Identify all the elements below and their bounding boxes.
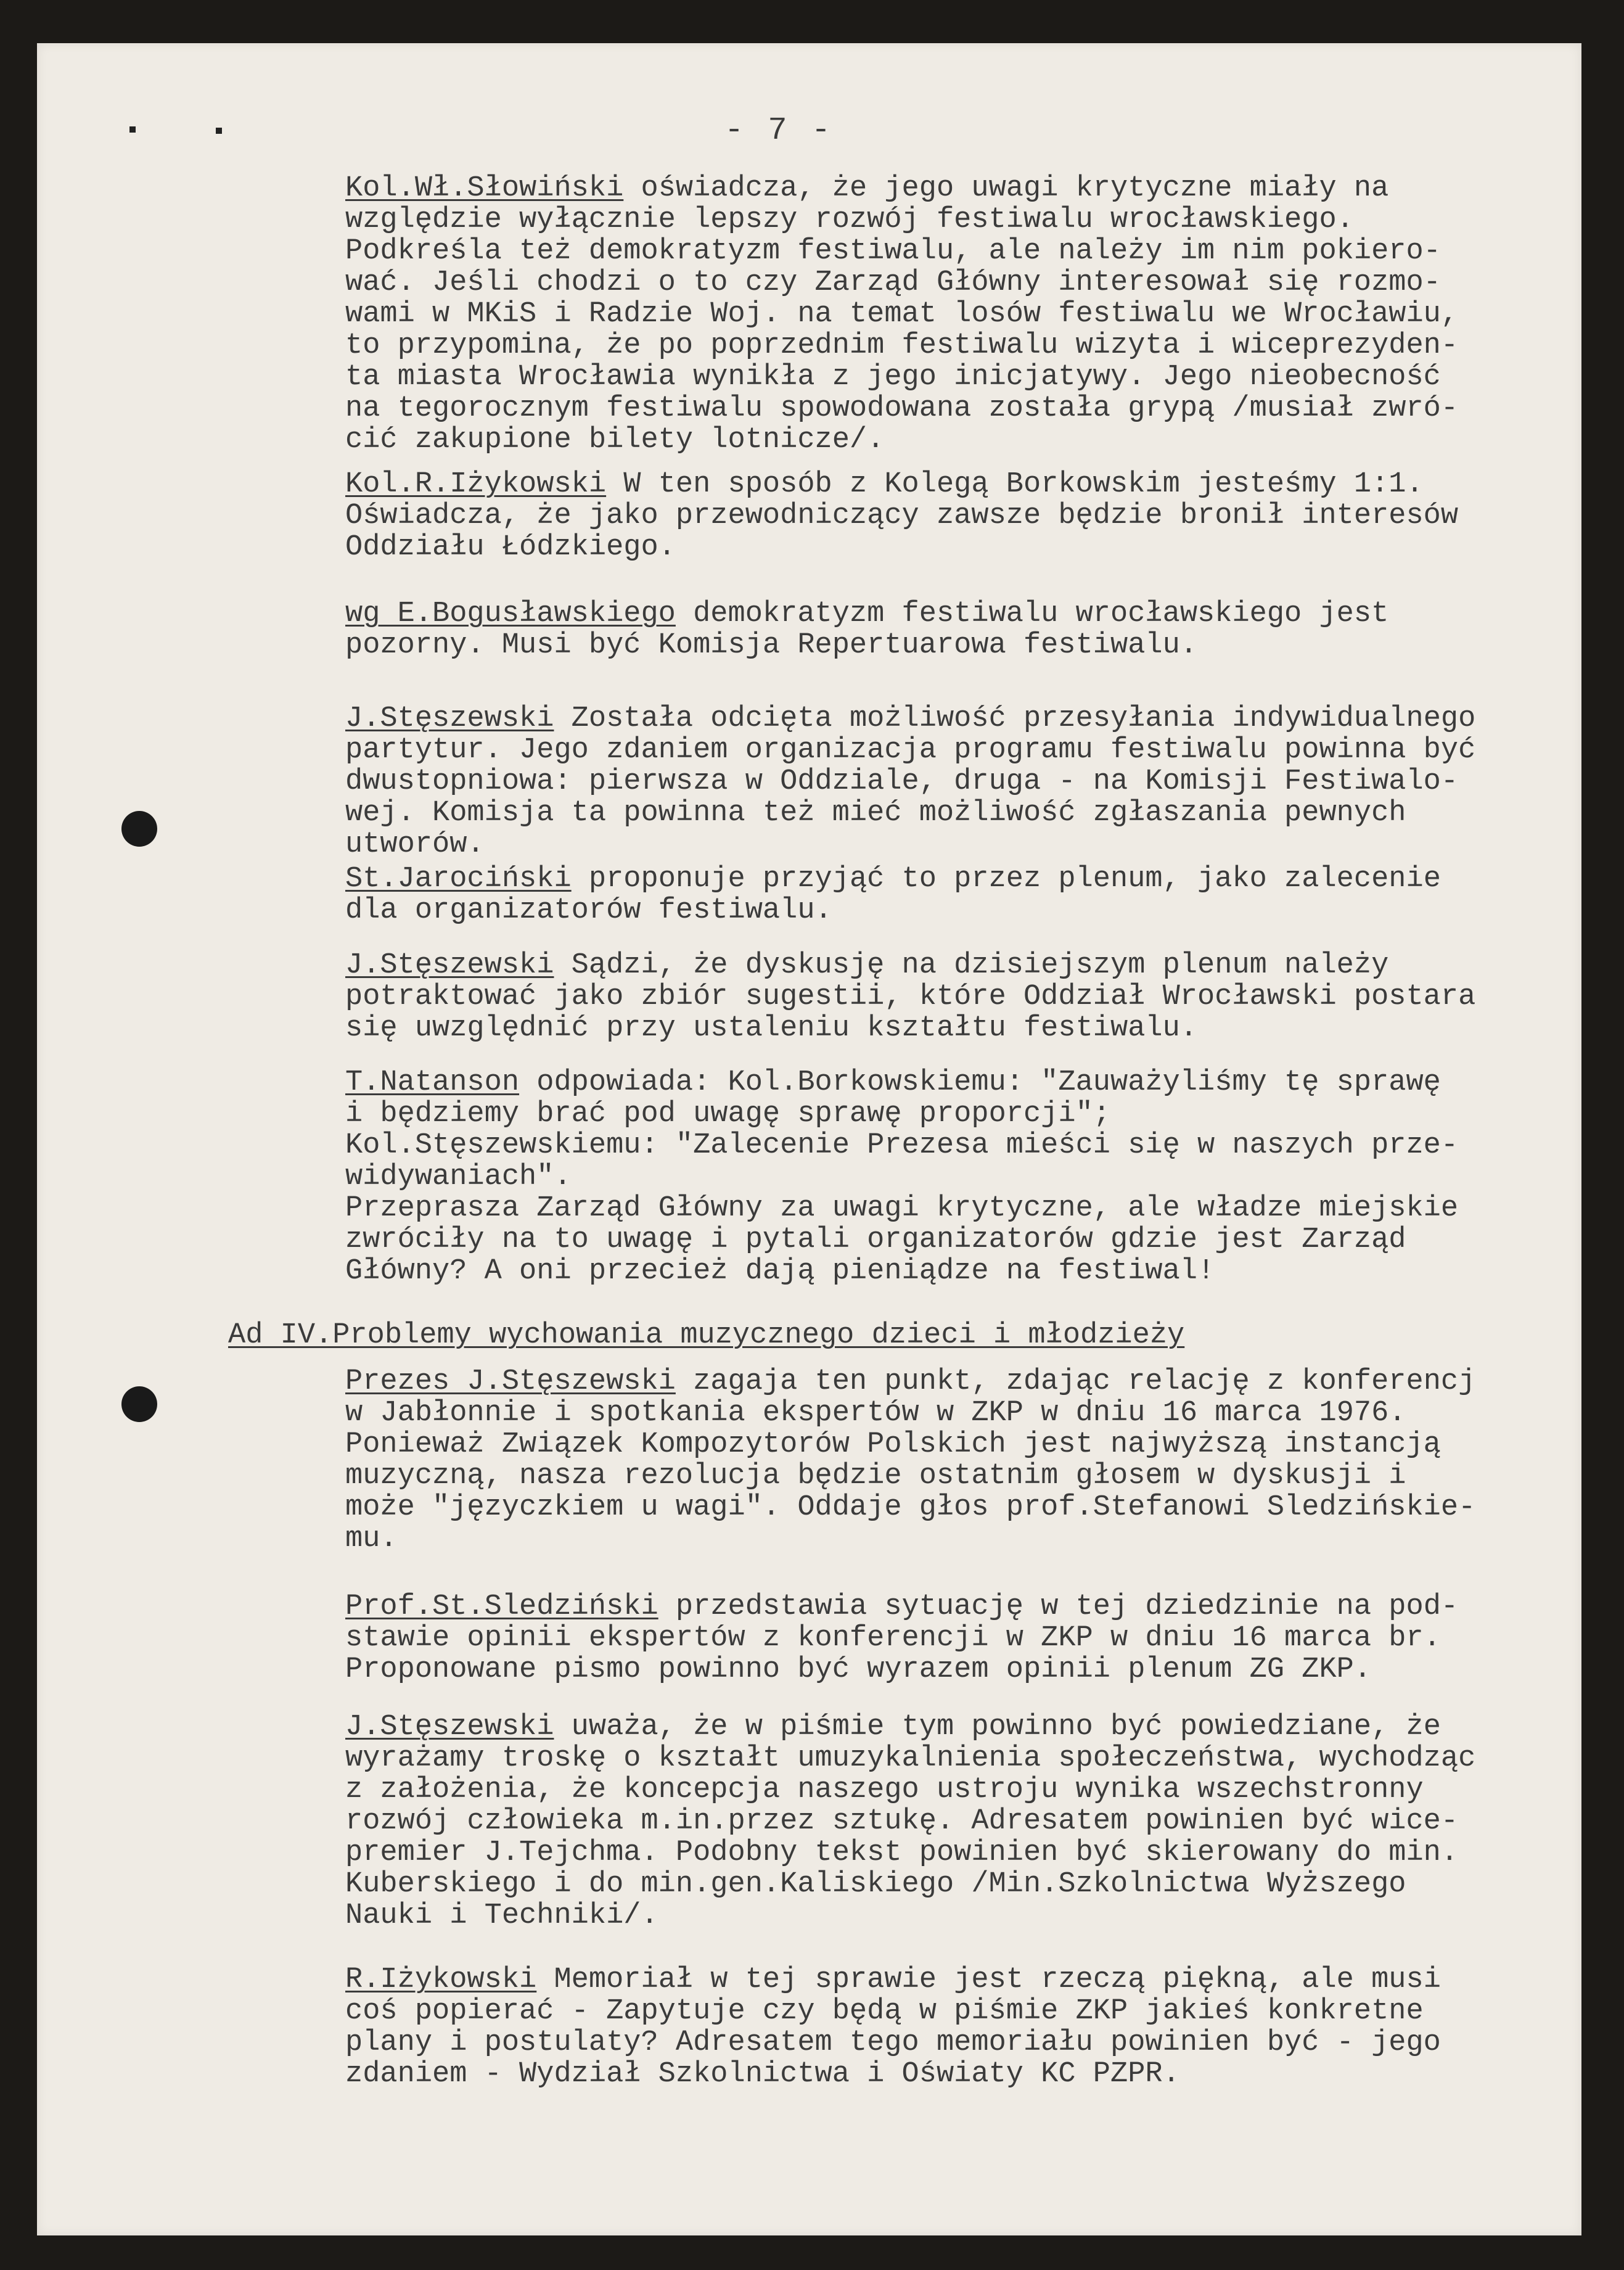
- speaker-name: T.Natanson: [345, 1067, 520, 1098]
- speaker-name: Kol.Wł.Słowiński: [345, 173, 624, 204]
- speaker-paragraph: [345, 1711, 1578, 1931]
- paragraph-line: coś popierać - Zapytuje czy będą w piśmie ZKP jakieś konkretne: [345, 1996, 1424, 2027]
- paragraph-line: dwustopniowa: pierwsza w Oddziale, druga - na Komisji Festiwalo-: [345, 766, 1459, 797]
- paragraph-text: przedstawia sytuację w tej dziedzinie na pod-: [658, 1591, 1459, 1622]
- speaker-name: R.Iżykowski: [345, 1964, 537, 1996]
- paragraph-line: Proponowane pismo powinno być wyrazem opinii plenum ZG ZKP.: [345, 1654, 1372, 1685]
- paragraph-line: [345, 1591, 1578, 1622]
- paragraph-line: [345, 950, 1578, 981]
- paragraph-line: się uwzględnić przy ustaleniu kształtu festiwalu.: [345, 1013, 1198, 1044]
- paragraph-line: Podkreśla też demokratyzm festiwalu, ale należy im nim pokiero-: [345, 236, 1441, 267]
- paragraph-line: muzyczną, nasza rezolucja będzie ostatnim głosem w dyskusji i: [345, 1460, 1406, 1492]
- paragraph-line: dla organizatorów festiwalu.: [345, 895, 832, 926]
- paragraph-line: Oddziału Łódzkiego.: [345, 532, 676, 563]
- paragraph-line: [345, 1366, 1578, 1397]
- paragraph-line: z założenia, że koncepcja naszego ustroju wynika wszechstronny: [345, 1774, 1424, 1806]
- paragraph-line: rozwój człowieka m.in.przez sztukę. Adresatem powinien być wice-: [345, 1806, 1459, 1837]
- speaker-paragraph: [345, 1366, 1578, 1555]
- speaker-name: Prof.St.Sledziński: [345, 1591, 658, 1622]
- paragraph-text: oświadcza, że jego uwagi krytyczne miały na: [623, 173, 1389, 204]
- paragraph-line: i będziemy brać pod uwagę sprawę proporcji";: [345, 1098, 1111, 1130]
- section-heading: Ad IV.Problemy wychowania muzycznego dzieci i młodzieży: [228, 1319, 1185, 1352]
- speaker-paragraph: [345, 598, 1578, 661]
- speaker-name: wg E.Bogusławskiego: [345, 598, 676, 630]
- paragraph-line: to przypomina, że po poprzednim festiwalu wizyta i wiceprezyden-: [345, 330, 1459, 361]
- paragraph-text: proponuje przyjąć to przez plenum, jako zalecenie: [571, 863, 1441, 895]
- paragraph-line: [345, 1964, 1578, 1996]
- paragraph-line: potraktować jako zbiór sugestii, które Oddział Wrocławski postara: [345, 981, 1476, 1013]
- paragraph-line: Kuberskiego i do min.gen.Kaliskiego /Min.Szkolnictwa Wyższego: [345, 1869, 1406, 1900]
- paragraph-line: [345, 703, 1578, 734]
- paragraph-line: Przeprasza Zarząd Główny za uwagi krytyczne, ale władze miejskie: [345, 1193, 1459, 1224]
- paragraph-line: Ponieważ Związek Kompozytorów Polskich jest najwyższą instancją: [345, 1429, 1441, 1460]
- speaker-paragraph: [345, 1067, 1578, 1287]
- paragraph-text: zagaja ten punkt, zdając relację z konferencj: [675, 1366, 1476, 1397]
- document-page: [37, 43, 1581, 2235]
- paragraph-text: Została odcięta możliwość przesyłania indywidualnego: [554, 703, 1476, 734]
- paragraph-line: stawie opinii ekspertów z konferencji w ZKP w dniu 16 marca br.: [345, 1622, 1441, 1654]
- paragraph-line: mu.: [345, 1523, 398, 1555]
- paragraph-line: zdaniem - Wydział Szkolnictwa i Oświaty KC PZPR.: [345, 2058, 1180, 2090]
- speaker-name: Kol.R.Iżykowski: [345, 469, 607, 500]
- paragraph-line: ta miasta Wrocławia wynikła z jego inicjatywy. Jego nieobecność: [345, 361, 1441, 393]
- paragraph-line: na tegorocznym festiwalu spowodowana została grypą /musiał zwró-: [345, 393, 1459, 424]
- paragraph-line: wać. Jeśli chodzi o to czy Zarząd Główny interesował się rozmo-: [345, 267, 1441, 298]
- paragraph-line: [345, 598, 1578, 630]
- paragraph-line: pozorny. Musi być Komisja Repertuarowa festiwalu.: [345, 630, 1198, 661]
- paragraph-line: [345, 173, 1578, 204]
- paragraph-line: wami w MKiS i Radzie Woj. na temat losów festiwalu we Wrocławiu,: [345, 298, 1459, 330]
- paragraph-line: Oświadcza, że jako przewodniczący zawsze będzie bronił interesów: [345, 500, 1459, 532]
- paragraph-line: w Jabłonnie i spotkania ekspertów w ZKP w dniu 16 marca 1976.: [345, 1397, 1406, 1429]
- paragraph-text: demokratyzm festiwalu wrocławskiego jest: [675, 598, 1389, 630]
- paragraph-line: utworów.: [345, 829, 485, 860]
- page-number: - 7 -: [724, 112, 834, 149]
- speaker-paragraph: [345, 863, 1578, 926]
- paragraph-text: odpowiada: Kol.Borkowskiemu: "Zauważyliśmy tę sprawę: [519, 1067, 1441, 1098]
- paragraph-line: [345, 469, 1578, 500]
- speaker-name: J.Stęszewski: [345, 1711, 554, 1743]
- paragraph-line: [345, 863, 1578, 895]
- speaker-paragraph: [345, 1964, 1578, 2090]
- paragraph-line: może "języczkiem u wagi". Oddaje głos prof.Stefanowi Sledzińskie-: [345, 1492, 1476, 1523]
- paragraph-line: [345, 1067, 1578, 1098]
- speaker-paragraph: [345, 703, 1578, 860]
- paragraph-line: Główny? A oni przecież dają pieniądze na festiwal!: [345, 1256, 1215, 1287]
- paragraph-line: [345, 1711, 1578, 1743]
- paragraph-text: Sądzi, że dyskusję na dzisiejszym plenum należy: [554, 950, 1389, 981]
- paragraph-line: partytur. Jego zdaniem organizacja programu festiwalu powinna być: [345, 734, 1476, 766]
- paragraph-line: plany i postulaty? Adresatem tego memoriału powinien być - jego: [345, 2027, 1441, 2058]
- paragraph-line: wej. Komisja ta powinna też mieć możliwość zgłaszania pewnych: [345, 797, 1406, 829]
- paragraph-line: wyrażamy troskę o kształt umuzykalnienia społeczeństwa, wychodząc: [345, 1743, 1476, 1774]
- paragraph-line: zwróciły na to uwagę i pytali organizatorów gdzie jest Zarząd: [345, 1224, 1406, 1256]
- paragraph-line: cić zakupione bilety lotnicze/.: [345, 424, 885, 456]
- paragraph-line: względzie wyłącznie lepszy rozwój festiwalu wrocławskiego.: [345, 204, 1354, 236]
- speaker-name: Prezes J.Stęszewski: [345, 1366, 676, 1397]
- paragraph-line: premier J.Tejchma. Podobny tekst powinien być skierowany do min.: [345, 1837, 1459, 1869]
- speaker-name: J.Stęszewski: [345, 950, 554, 981]
- speaker-paragraph: [345, 950, 1578, 1044]
- speaker-name: J.Stęszewski: [345, 703, 554, 734]
- speaker-paragraph: [345, 469, 1578, 563]
- paragraph-text: W ten sposób z Kolegą Borkowskim jesteśmy 1:1.: [606, 469, 1424, 500]
- paragraph-line: Kol.Stęszewskiemu: "Zalecenie Prezesa mieści się w naszych prze-: [345, 1130, 1459, 1161]
- speaker-name: St.Jarociński: [345, 863, 572, 895]
- paragraph-text: Memoriał w tej sprawie jest rzeczą piękną, ale musi: [536, 1964, 1441, 1996]
- paragraph-text: uważa, że w piśmie tym powinno być powiedziane, że: [554, 1711, 1441, 1743]
- paragraph-line: Nauki i Techniki/.: [345, 1900, 658, 1931]
- speaker-paragraph: [345, 173, 1578, 456]
- minutes-body: [37, 43, 1581, 2235]
- speaker-paragraph: [345, 1591, 1578, 1685]
- paragraph-line: widywaniach".: [345, 1161, 572, 1193]
